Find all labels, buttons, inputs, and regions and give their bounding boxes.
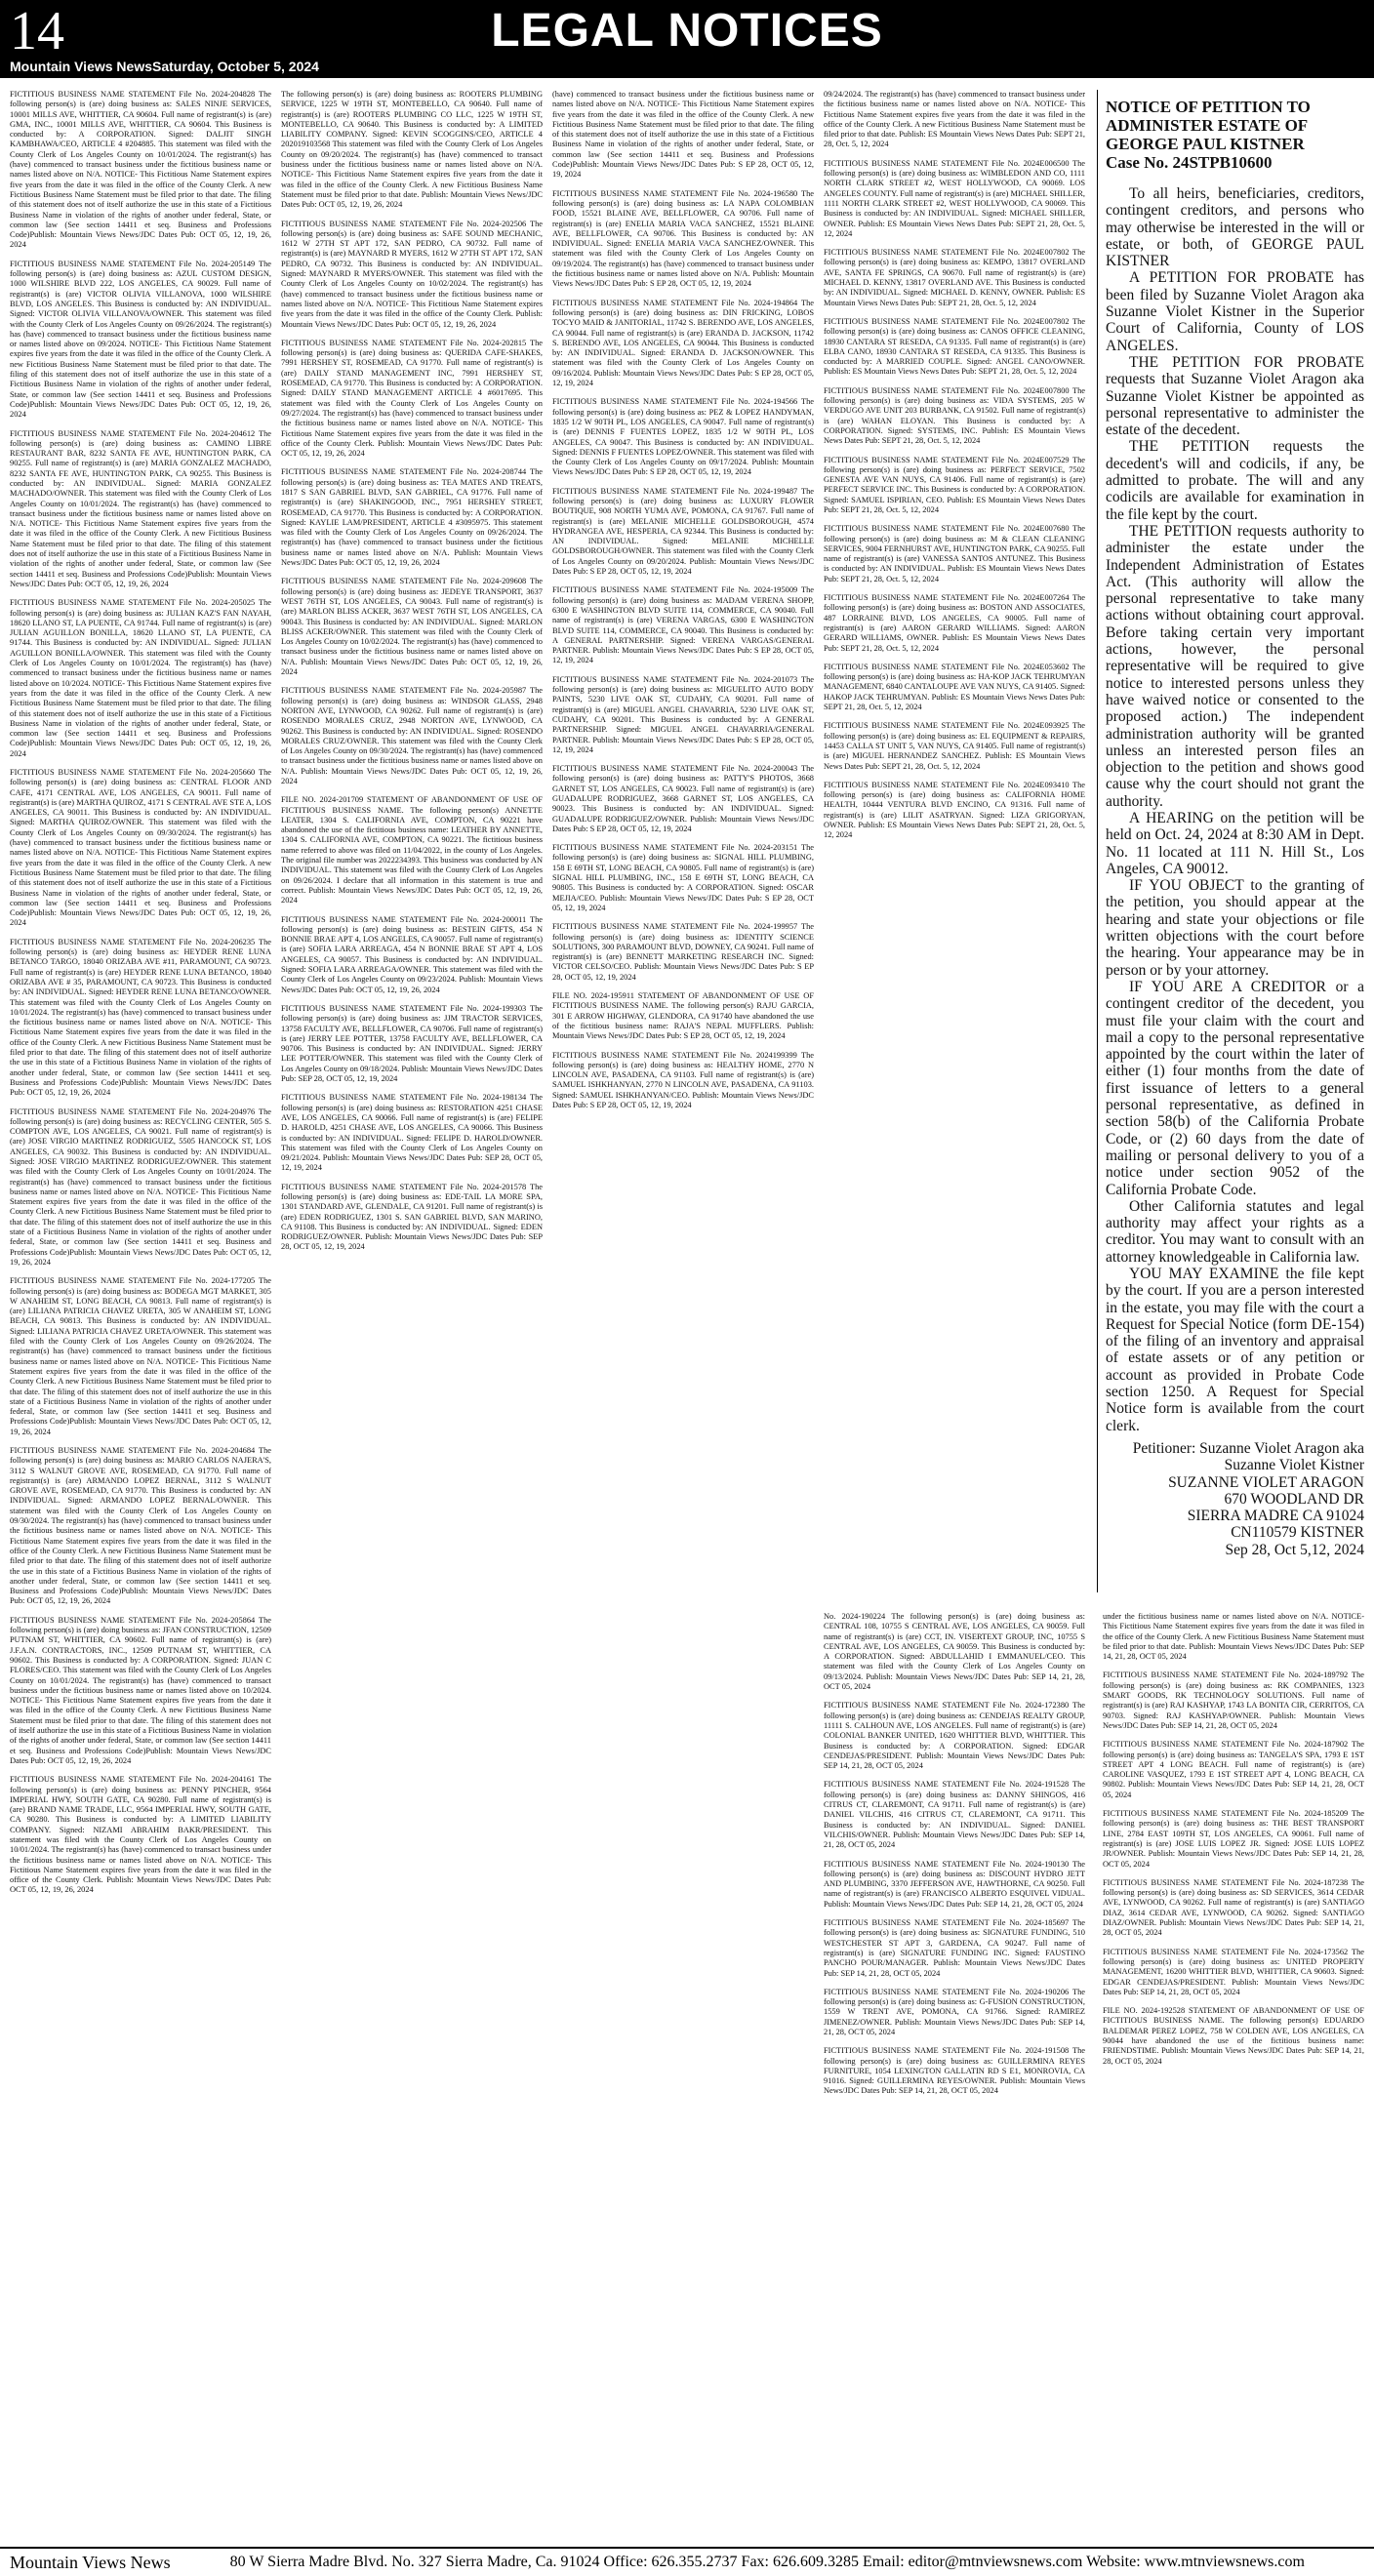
legal-notice: 09/24/2024. The registrant(s) has (have) commenced to transact business under the fictitious business name or names listed above on N/A. NOTICE- This Fictitious Name Statement expires five years from the date it was filed in the office of the County Clerk. A new Fictitious Business Name Statement must be filed prior to that date. Publish: ES Mountain Views News Dates Pub: SEPT 21, 28, Oct. 5, 12, 2024 (824, 90, 1085, 149)
notice-column-5 (824, 1612, 1085, 2537)
probate-notice (1097, 90, 1364, 1592)
notice-column-2 (281, 90, 543, 2537)
legal-notice: FICTITIOUS BUSINESS NAME STATEMENT File No. 2024-185209 The following person(s) is (are) doing business as: THE BEST TRANSPORT LINE, 2784 EAST 109TH ST, LOS ANGELES, CA 90061. Full name of registrant(s) is (are) JOSE LUIS LOPEZ JR. Signed: JOSE LUIS LOPEZ JR/OWNER. Publish: Mountain Views News/JDC Dates Pub: SEP 14, 21, 28, OCT 05, 2024 (1103, 1809, 1364, 1869)
legal-notice: FICTITIOUS BUSINESS NAME STATEMENT File No. 2024-204976 The following person(s) is (are) doing business as: RECYCLING CENTER, 505 S. COMPTON AVE, LOS ANGELES, CA 90021. Full name of registrant(s) is (are) JOSE VIRGIO MARTINEZ RODRIGUEZ, 5505 HANCOCK ST, LOS ANGELES, CA 90032. This Business is conducted by: AN INDIVIDUAL. Signed: JOSE VIRGIO MARTINEZ RODRIGUEZ/OWNER. This statement was filed with the County Clerk of Los Angeles County on 10/01/2024. The registrant(s) has (have) commenced to transact business under the fictitious business name or names listed above on N/A. NOTICE- This Fictitious Name Statement expires five years from the date it was filed in the office of the County Clerk. A new Fictitious Business Name Statement must be filed prior to that date. The filing of this statement does not of itself authorize the use in this state of a Fictitious Business Name in violation of the rights of another under federal, State, or common law (See section 14411 et seq. Business and Professions Code)Publish: Mountain Views News/JDC Dates Pub: OCT 05, 12, 19, 26, 2024 (10, 1107, 271, 1267)
probate-paragraph: Other California statutes and legal authority may affect your rights as a creditor. You may want to consult with an attorney knowledgeable in California law. (1106, 1197, 1364, 1266)
notice-columns (10, 90, 1364, 2537)
legal-notice: FICTITIOUS BUSINESS NAME STATEMENT File No. 2024-208744 The following person(s) is (are) doing business as: TEA MATES AND TREATS, 1817 S SAN GABRIEL BLVD, SAN GABRIEL, CA 91776. Full name of registrant(s) is (are) SHAKINGOOD, INC., 7951 HERSHEY STREET, ROSEMEAD, CA 91770. This Business is conducted by: A CORPORATION. Signed: KAYLIE LAM/PRESIDENT, ARTICLE 4 #3095975. This statement was filed with the County Clerk of Los Angeles County on 09/26/2024. The registrant(s) has (have) commenced to transact business under the fictitious business name or names listed above on N/A. Publish: Mountain Views News/JDC Dates Pub: OCT 05, 12, 19, 26, 2024 (281, 467, 543, 568)
legal-notice: FICTITIOUS BUSINESS NAME STATEMENT File No. 2024199399 The following person(s) is (are) doing business as: HEALTHY HOME, 2770 N LINCOLN AVE, PASADENA, CA 91103. Full name of registrant(s) is (are) SAMUEL ISHKHANYAN, 2770 N LINCOLN AVE, PASADENA, CA 91103. Signed: SAMUEL ISHKHANYAN/CEO. Publish: Mountain Views News/JDC Dates Pub: S EP 28, OCT 05, 12, 19, 2024 (552, 1050, 814, 1110)
legal-notice: FICTITIOUS BUSINESS NAME STATEMENT File No. 2024-204828 The following person(s) is (are) doing business as: SALES NINJE SERVICES, 10001 MILLS AVE, WHITTIER, CA 90604. Full name of registrant(s) is (are) GMA, INC., 10001 MILLS AVE, WHITTIER, CA 90604. This Business is conducted by: A CORPORATION. Signed: DALJIT SINGH KAMBHAWA/CEO, ARTICLE 4 #204885. This statement was filed with the County Clerk of Los Angeles County on 10/01/2024. The registrant(s) has (have) commenced to transact business under the fictitious business name or names listed above on N/A. NOTICE- This Fictitious Name Statement expires five years from the date it was filed in the office of the County Clerk. A new Fictitious Business Name Statement must be filed prior to that date. The filing of this statement does not of itself authorize the use in this state of a Fictitious Business Name in violation of the rights of another under federal, State, or common law (See section 14411 et seq. Business and Professions Code)Publish: Mountain Views News/JDC Dates Pub: OCT 05, 12, 19, 26, 2024 (10, 90, 271, 250)
legal-notice: FICTITIOUS BUSINESS NAME STATEMENT File No. 2024E007529 The following person(s) is (are) doing business as: PERFECT SERVICE, 7502 GENESTA AVE VAN NUYS, CA 91406. Full name of registrant(s) is (are) PERFECT SERVICE INC. This Business is conducted by: A CORPORATION. Signed: SAMUEL ISPIRIAN, CEO. Publish: ES Mountain Views News Dates Pub: SEPT 21, 28, Oct. 5, 12, 2024 (824, 455, 1085, 514)
page-number: 14 (10, 1, 64, 61)
masthead (0, 0, 1374, 78)
legal-notice: FICTITIOUS BUSINESS NAME STATEMENT File No. 2024-187238 The following person(s) is (are) doing business as: SD SERVICES, 3614 CEDAR AVE, LYNWOOD, CA 90262. Full name of registrant(s) is (are) SANTIAGO DIAZ, 3614 CEDAR AVE, LYNWOOD, CA 90262. Signed: SANTIAGO DIAZ/OWNER. Publish: Mountain Views News/JDC Dates Pub: SEP 14, 21, 28, OCT 05, 2024 (1103, 1877, 1364, 1938)
probate-case-number: Case No. 24STPB10600 (1106, 153, 1273, 172)
legal-notice: FICTITIOUS BUSINESS NAME STATEMENT File No. 2024-189792 The following person(s) is (are) doing business as: RK COMPANIES, 1323 SMART GOODS, RK TECHNOLOGY SOLUTIONS. Full name of registrant(s) is (are) RAJ KASHYAP, 1743 LA BONITA CIR, CERRITOS, CA 90703. Signed: RAJ KASHYAP/OWNER. Publish: Mountain Views News/JDC Dates Pub: SEP 14, 21, 28, OCT 05, 2024 (1103, 1670, 1364, 1730)
legal-notice: FICTITIOUS BUSINESS NAME STATEMENT File No. 2024-199957 The following person(s) is (are) doing business as: IDENTITY SCIENCE SOLUTIONS, 300 PARAMOUNT BLVD, DOWNEY, CA 90241. Full name of registrant(s) is (are) BENNETT MARKETING RESEARCH INC. Signed: VICTOR CELSO/CEO. Publish: Mountain Views News/JDC Dates Pub: S EP 28, OCT 05, 12, 19, 2024 (552, 922, 814, 982)
legal-notice: FICTITIOUS BUSINESS NAME STATEMENT File No. 2024E007802 The following person(s) is (are) doing business as: CANOS OFFICE CLEANING, 18930 CANTARA ST RESEDA, CA 91335. Full name of registrant(s) is (are) ELBA CANO, 18930 CANTARA ST RESEDA, CA 91335. This Business is conducted by: A MARRIED COUPLE. Signed: ANGEL CANO/OWNER. Publish: ES Mountain Views News Dates Pub: SEPT 21, 28, Oct. 5, 12, 2024 (824, 316, 1085, 377)
legal-notice: FICTITIOUS BUSINESS NAME STATEMENT File No. 2024-201073 The following person(s) is (are) doing business as: MIGUELITO AUTO BODY PAINTS, 5230 LIVE OAK ST, CUDAHY, CA 90201. Full name of registrant(s) is (are) MIGUEL ANGEL CHAVARRIA, 5230 LIVE OAK ST, CUDAHY, CA 90201. This Business is conducted by: A GENERAL PARTNERSHIP. Signed: MIGUEL ANGEL CHAVARRIA/GENERAL PARTNER. Publish: Mountain Views News/JDC Dates Pub: S EP 28, OCT 05, 12, 19, 2024 (552, 674, 814, 754)
legal-notice: FICTITIOUS BUSINESS NAME STATEMENT File No. 2024-205987 The following person(s) is (are) doing business as: WINDSOR GLASS, 2948 NORTON AVE, LYNWOOD, CA 90262. Full name of registrant(s) is (are) ROSENDO MORALES CRUZ, 2948 NORTON AVE, LYNWOOD, CA 90262. This Business is conducted by: AN INDIVIDUAL. Signed: ROSENDO MORALES CRUZ/OWNER. This statement was filed with the County Clerk of Los Angeles County on 09/30/2024. The registrant(s) has (have) commenced to transact business under the fictitious business name or names listed above on N/A. Publish: Mountain Views News/JDC Dates Pub: OCT 05, 12, 19, 26, 2024 (281, 686, 543, 785)
legal-notice: No. 2024-190224 The following person(s) is (are) doing business as: CENTRAL 108, 10755 S CENTRAL AVE, LOS ANGELES, CA 90059. Full name of registrant(s) is (are) CCT, IN. VISERTEXT GROUP, INC, 10755 S CENTRAL AVE, LOS ANGELES, CA 90059. This Business is conducted by: A CORPORATION. Signed: ABDULLAHID I EMMANUEL/CEO. This statement was filed with the County Clerk of Los Angeles County on 09/13/2024. Publish: Mountain Views News/JDC Dates Pub: SEP 14, 21, 28, OCT 05, 2024 (824, 1612, 1085, 1692)
paper-date-line: Mountain Views NewsSaturday, October 5, 2024 (10, 59, 319, 74)
probate-notice-title: NOTICE OF PETITION TO ADMINISTER ESTATE OF (1106, 98, 1311, 135)
legal-notice: FICTITIOUS BUSINESS NAME STATEMENT File No. 2024-204612 The following person(s) is (are) doing business as: CAMINO LIBRE RESTAURANT BAR, 8232 SANTA FE AVE, HUNTINGTON PARK, CA 90255. Full name of registrant(s) is (are) MARIA GONZALEZ MACHADO, 8232 SANTA FE AVE, HUNTINGTON PARK, CA 90255. This Business is conducted by: AN INDIVIDUAL. Signed: MARIA GONZALEZ MACHADO/OWNER. This statement was filed with the County Clerk of Los Angeles County on 10/01/2024. The registrant(s) has (have) commenced to transact business under the fictitious business name or names listed above on N/A. NOTICE- This Fictitious Name Statement expires five years from the date it was filed in the office of the County Clerk. A new Fictitious Business Name Statement must be filed prior to that date. The filing of this statement does not of itself authorize the use in this state of a Fictitious Business Name in violation of the rights of another under federal, State, or common law (See section 14411 et seq. Business and Professions Code)Publish: Mountain Views News/JDC Dates Pub: OCT 05, 12, 19, 26, 2024 (10, 428, 271, 588)
legal-notice: FICTITIOUS BUSINESS NAME STATEMENT File No. 2024E007802 The following person(s) is (are) doing business as: KEMPO, 13817 OVERLAND AVE, SANTA FE SPRINGS, CA 90670. Full name of registrant(s) is (are) MICHAEL D. KENNY, 13817 OVERLAND AVE. This Business is conducted by: AN INDIVIDUAL. Signed: MICHAEL D. KENNY, OWNER. Publish: ES Mountain Views News Dates Pub: SEPT 21, 28, Oct. 5, 12, 2024 (824, 248, 1085, 307)
legal-notice: FICTITIOUS BUSINESS NAME STATEMENT File No. 2024-209608 The following person(s) is (are) doing business as: JEDEYE TRANSPORT, 3637 WEST 76TH ST, LOS ANGELES, CA 90043. Full name of registrant(s) is (are) MARLON BLISS ACKER, 3637 WEST 76TH ST, LOS ANGELES, CA 90043. This Business is conducted by: AN INDIVIDUAL. Signed: MARLON BLISS ACKER/OWNER. This statement was filed with the County Clerk of Los Angeles County on 10/02/2024. The registrant(s) has (have) commenced to transact business under the fictitious business name or names listed above on N/A. Publish: Mountain Views News/JDC Dates Pub: OCT 05, 12, 19, 26, 2024 (281, 577, 543, 677)
petitioner-block (1106, 1440, 1364, 1558)
legal-notice: FICTITIOUS BUSINESS NAME STATEMENT File No. 2024-187902 The following person(s) is (are) doing business as: TANGELA'S SPA, 1793 E 1ST STREET APT 4 LONG BEACH. Full name of registrant(s) is (are) CAROLINE VASQUEZ, 1793 E 1ST STREET APT 4, LONG BEACH, CA 90802. Publish: Mountain Views News/JDC Dates Pub: SEP 14, 21, 28, OCT 05, 2024 (1103, 1740, 1364, 1799)
legal-notice: FICTITIOUS BUSINESS NAME STATEMENT File No. 2024-199487 The following person(s) is (are) doing business as: LUXURY FLOWER BOUTIQUE, 908 NORTH YUMA AVE, POMONA, CA 91767. Full name of registrant(s) is (are) MELANIE MICHELLE GOLDSBOROUGH, 4574 HYDRANGEA AVE, HESPERIA, CA 92344. This Business is conducted by: AN INDIVIDUAL. Signed: MELANIE MICHELLE GOLDSBOROUGH/OWNER. This statement was filed with the County Clerk of Los Angeles County on 09/20/2024. Publish: Mountain Views News/JDC Dates Pub: S EP 28, OCT 05, 12, 19, 2024 (552, 486, 814, 577)
notice-column-1 (10, 90, 271, 2537)
legal-notice: FICTITIOUS BUSINESS NAME STATEMENT File No. 2024-204161 The following person(s) is (are) doing business as: PENNY PINCHER, 9564 IMPERIAL HWY, SOUTH GATE, CA 90280. Full name of registrant(s) is (are) BRAND NAME TRADE, LLC, 9564 IMPERIAL HWY, SOUTH GATE, CA 90280. This Business is conducted by: A LIMITED LIABILITY COMPANY. Signed: NIZAMI ABRAHIM BAKR/PRESIDENT. This statement was filed with the County Clerk of Los Angeles County on 10/01/2024. The registrant(s) has (have) commenced to transact business under the fictitious business name or names listed above on N/A. NOTICE- This Fictitious Name Statement expires five years from the date it was filed in the office of the County Clerk. Publish: Mountain Views News/JDC Dates Pub: OCT 05, 12, 19, 26, 2024 (10, 1775, 271, 1895)
legal-notice: (have) commenced to transact business under the fictitious business name or names listed above on N/A. NOTICE- This Fictitious Name Statement expires five years from the date it was filed in the office of the County Clerk. A new Fictitious Business Name Statement must be filed prior to that date. The filing of this statement does not of itself authorize the use in this state of a Fictitious Business Name in violation of the rights of another under federal, State, or common law (See section 14411 et seq. Business and Professions Code)Publish: Mountain Views News/JDC Dates Pub: S EP 28, OCT 05, 12, 19, 2024 (552, 90, 814, 180)
notice-column-3 (552, 90, 814, 2537)
legal-notice: FILE NO. 2024-195911 STATEMENT OF ABANDONMENT OF USE OF FICTITIOUS BUSINESS NAME. The following person(s) RAJU GARCIA, 301 E ARROW HIGHWAY, GLENDORA, CA 91740 have abandoned the use of the fictitious business name: RAJA'S NEPAL MUFFLERS. Publish: Mountain Views News/JDC Dates Pub: S EP 28, OCT 05, 12, 19, 2024 (552, 991, 814, 1041)
probate-paragraph: IF YOU OBJECT to the granting of the petition, you should appear at the hearing and state your objections or file written objections with the court before the hearing. Your appearance may be in person or by your attorney. (1106, 877, 1364, 979)
footer-contact-line: 80 W Sierra Madre Blvd. No. 327 Sierra Madre, Ca. 91024 Office: 626.355.2737 Fax: 626.609.3285 Email: editor@mtnviewsnews.com Website: www.mtnviewsnews.com (229, 2554, 1305, 2570)
legal-notice: FICTITIOUS BUSINESS NAME STATEMENT File No. 2024E007264 The following person(s) is (are) doing business as: BOSTON AND ASSOCIATES, 487 LORRAINE BLVD, LOS ANGELES, CA 90005. Full name of registrant(s) is (are) AARON GERARD WILLIAMS. Signed: AARON GERARD WILLIAMS, OWNER. Publish: ES Mountain Views News Dates Pub: SEPT 21, 28, Oct. 5, 12, 2024 (824, 593, 1085, 653)
probate-paragraph: To all heirs, beneficiaries, creditors, contingent creditors, and persons who may otherwise be interested in the will or estate, or both, of GEORGE PAUL KISTNER (1106, 185, 1364, 270)
footer-paper-name: Mountain Views News (10, 2552, 171, 2572)
petitioner-line: Sep 28, Oct 5,12, 2024 (1225, 1541, 1364, 1558)
petitioner-line: 670 WOODLAND DR (1224, 1490, 1364, 1508)
legal-notice: FICTITIOUS BUSINESS NAME STATEMENT File No. 2024-190130 The following person(s) is (are) doing business as: DISCOUNT HYDRO JETT AND PLUMBING, 3370 JEFFERSON AVE, HAWTHORNE, CA 90250. Full name of registrant(s) is (are) FRANCISCO ALBERTO ESQUIVEL VIDUAL. Publish: Mountain Views News/JDC Dates Pub: SEP 14, 21, 28, OCT 05, 2024 (824, 1859, 1085, 1909)
legal-notice: under the fictitious business name or names listed above on N/A. NOTICE- This Fictitious Name Statement expires five years from the date it was filed in the office of the County Clerk. A new Fictitious Business Name Statement must be filed prior to that date. Publish: Mountain Views News/JDC Dates Pub: SEP 14, 21, 28, OCT 05, 2024 (1103, 1612, 1364, 1662)
probate-paragraph: A PETITION FOR PROBATE has been filed by Suzanne Violet Aragon aka Suzanne Violet Kistner in the Superior Court of California, County of LOS ANGELES. (1106, 269, 1364, 354)
probate-paragraph: THE PETITION requests the decedent's will and codicils, if any, be admitted to probate. The will and any codicils are available for examination in the file kept by the court. (1106, 438, 1364, 523)
legal-notice: FICTITIOUS BUSINESS NAME STATEMENT File No. 2024-200011 The following person(s) is (are) doing business as: BESTEIN GIFTS, 454 N BONNIE BRAE APT 4, LOS ANGELES, CA 90057. Full name of registrant(s) is (are) SOFIA LARA ARREAGA, 454 N BONNIE BRAE ST APT 4, LOS ANGELES, CA 90057. This Business is conducted by: AN INDIVIDUAL. Signed: SOFIA LARA ARREAGA/OWNER. This statement was filed with the County Clerk of Los Angeles County on 09/23/2024. Publish: Mountain Views News/JDC Dates Pub: OCT 05, 12, 19, 26, 2024 (281, 914, 543, 994)
legal-notice: FICTITIOUS BUSINESS NAME STATEMENT File No. 2024-203151 The following person(s) is (are) doing business as: SIGNAL HILL PLUMBING, 158 E 69TH ST, LONG BEACH, CA 90805. Full name of registrant(s) is (are) SIGNAL HILL PLUMBING, INC., 158 E 69TH ST, LONG BEACH, CA 90805. This Business is conducted by: A CORPORATION. Signed: OSCAR MEJIA/CEO. Publish: Mountain Views News/JDC Dates Pub: S EP 28, OCT 05, 12, 19, 2024 (552, 843, 814, 912)
legal-notice: FICTITIOUS BUSINESS NAME STATEMENT File No. 2024E007680 The following person(s) is (are) doing business as: M & CLEAN CLEANING SERVICES, 9004 FERNHURST AVE, HUNTINGTON PARK, CA 90255. Full name of registrant(s) is (are) VANESSA SANTOS ANTUNEZ. This Business is conducted by: AN INDIVIDUAL. Publish: ES Mountain Views News Dates Pub: SEPT 21, 28, Oct. 5, 12, 2024 (824, 524, 1085, 584)
legal-notice: FICTITIOUS BUSINESS NAME STATEMENT File No. 2024-190206 The following person(s) is (are) doing business as: G-FUSION CONSTRUCTION, 1559 W TRENT AVE, POMONA, CA 91766. Signed: RAMIREZ JIMENEZ/OWNER. Publish: Mountain Views News/JDC Dates Pub: SEP 14, 21, 28, OCT 05, 2024 (824, 1987, 1085, 2036)
legal-notice: FICTITIOUS BUSINESS NAME STATEMENT File No. 2024-200043 The following person(s) is (are) doing business as: PATTY'S PHOTOS, 3668 GARNET ST, LOS ANGELES, CA 90023. Full name of registrant(s) is (are) GUADALUPE RODRIGUEZ, 3668 GARNET ST, LOS ANGELES, CA 90023. This Business is conducted by: AN INDIVIDUAL. Signed: GUADALUPE RODRIGUEZ/OWNER. Publish: Mountain Views News/JDC Dates Pub: S EP 28, OCT 05, 12, 19, 2024 (552, 764, 814, 833)
legal-notice: FICTITIOUS BUSINESS NAME STATEMENT File No. 2024E093410 The following person(s) is (are) doing business as: CALIFORNIA HOME HEALTH, 10444 VENTURA BLVD ENCINO, CA 91316. Full name of registrant(s) is (are) LILIT ASATRYAN. Signed: LIZA GRIGORYAN, OWNER. Publish: ES Mountain Views News Dates Pub: SEPT 21, 28, Oct. 5, 12, 2024 (824, 780, 1085, 840)
legal-notice: FICTITIOUS BUSINESS NAME STATEMENT File No. 2024-191508 The following person(s) is (are) doing business as: GUILLERMINA REYES FURNITURE, 1054 LEXINGTON GALLATIN RD S E1, MONROVIA, CA 91016. Signed: GUILLERMINA REYES/OWNER. Publish: Mountain Views News/JDC Dates Pub: SEP 14, 21, 28, OCT 05, 2024 (824, 2046, 1085, 2096)
legal-notice: FICTITIOUS BUSINESS NAME STATEMENT File No. 2024-194566 The following person(s) is (are) doing business as: PEZ & LOPEZ HANDYMAN, 1835 1/2 W 90TH PL, LOS ANGELES, CA 90047. Full name of registrant(s) is (are) DENNIS F FUENTES LOPEZ, 1835 1/2 W 90TH PL, LOS ANGELES, CA 90047. This Business is conducted by: AN INDIVIDUAL. Signed: DENNIS F FUENTES LOPEZ/OWNER. This statement was filed with the County Clerk of Los Angeles County on 09/17/2024. Publish: Mountain Views News/JDC Dates Pub: S EP 28, OCT 05, 12, 19, 2024 (552, 397, 814, 477)
petitioner-line: SIERRA MADRE CA 91024 (1187, 1508, 1364, 1525)
legal-notice: The following person(s) is (are) doing business as: ROOTERS PLUMBING SERVICE, 1225 W 19TH ST, MONTEBELLO, CA 90640. Full name of registrant(s) is (are) ROOTERS PLUMBING CO LLC, 1225 W 19TH ST, MONTEBELLO, CA 90640. This Business is conducted by: A LIMITED LIABILITY COMPANY. Signed: KEVIN SCOGGINS/CEO, ARTICLE 4 202019103568 This statement was filed with the County Clerk of Los Angeles County on 09/20/2024. The registrant(s) has (have) commenced to transact business under the fictitious business name or names listed above on N/A. NOTICE- This Fictitious Name Statement expires five years from the date it was filed in the office of the County Clerk. A new Fictitious Business Name Statement must be filed prior to that date. Publish: Mountain Views News/JDC Dates Pub: OCT 05, 12, 19, 26, 2024 (281, 90, 543, 210)
notice-column-6 (1103, 1612, 1364, 2537)
legal-notice: FICTITIOUS BUSINESS NAME STATEMENT File No. 2024-173562 The following person(s) is (are) doing business as: UNITED PROPERTY MANAGEMENT, 16200 WHITTIER BLVD, WHITTIER, CA 90603. Signed: EDGAR CENDEJAS/PRESIDENT. Publish: Mountain Views News/JDC Dates Pub: SEP 14, 21, 28, OCT 05, 2024 (1103, 1947, 1364, 1996)
legal-notice: FICTITIOUS BUSINESS NAME STATEMENT File No. 2024-205864 The following person(s) is (are) doing business as: JFAN CONSTRUCTION, 12509 PUTNAM ST, WHITTIER, CA 90602. Full name of registrant(s) is (are) J.F.A.N. CONTRACTORS, INC., 12509 PUTNAM ST, WHITTIER, CA 90602. This Business is conducted by: A CORPORATION. Signed: JUAN C FLORES/CEO. This statement was filed with the County Clerk of Los Angeles County on 10/01/2024. The registrant(s) has (have) commenced to transact business under the fictitious business name or names listed above on 10/2024. NOTICE- This Fictitious Name Statement expires five years from the date it was filed in the office of the County Clerk. A new Fictitious Business Name Statement must be filed prior to that date. The filing of this statement does not of itself authorize the use in this state of a Fictitious Business Name in violation of the rights of another under federal, State, or common law (See section 14411 et seq. Business and Professions Code)Publish: Mountain Views News/JDC Dates Pub: OCT 05, 12, 19, 26, 2024 (10, 1615, 271, 1765)
legal-notice: FICTITIOUS BUSINESS NAME STATEMENT File No. 2024E093925 The following person(s) is (are) doing business as: EL EQUIPMENT & REPAIRS, 14453 CALLA ST UNIT 5, VAN NUYS, CA 91405. Full name of registrant(s) is (are) MIGUEL HERNANDEZ SANCHEZ. Publish: ES Mountain Views News Dates Pub: SEPT 21, 28, Oct. 5, 12, 2024 (824, 721, 1085, 771)
petitioner-line: SUZANNE VIOLET ARAGON (1168, 1473, 1364, 1491)
legal-notice: FICTITIOUS BUSINESS NAME STATEMENT File No. 2024-172380 The following person(s) is (are) doing business as: CENDEJAS REALTY GROUP, 11111 S. CALHOUN AVE, LOS ANGELES. Full name of registrant(s) is (are) COLONIAL BANKER UNITED, 1620 WHITTIER BLVD, WHITTIER. This Business is conducted by: A CORPORATION. Signed: EDGAR CENDEJAS/PRESIDENT. Publish: Mountain Views News/JDC Dates Pub: SEP 14, 21, 28, OCT 05, 2024 (824, 1701, 1085, 1771)
legal-notice: FICTITIOUS BUSINESS NAME STATEMENT File No. 2024-206235 The following person(s) is (are) doing business as: HEYDER RENE LUNA BETANCO TARGO, 18040 ORIZABA AVE #11, PARAMOUNT, CA 90723. Full name of registrant(s) is (are) HEYDER RENE LUNA BETANCO, 18040 ORIZABA AVE # 35, PARAMOUNT, CA 90723. This Business is conducted by: AN INDIVIDUAL. Signed: HEYDER RENE LUNA BETANCO/OWNER. This statement was filed with the County Clerk of Los Angeles County on 10/01/2024. The registrant(s) has (have) commenced to transact business under the fictitious business name or names listed above on N/A. NOTICE- This Fictitious Name Statement expires five years from the date it was filed in the office of the County Clerk. A new Fictitious Business Name Statement must be filed prior to that date. The filing of this statement does not of itself authorize the use in this state of a Fictitious Business Name in violation of the rights of another under federal, State, or common law (See section 14411 et seq. Business and Professions Code)Publish: Mountain Views News/JDC Dates Pub: OCT 05, 12, 19, 26, 2024 (10, 937, 271, 1098)
legal-notice: FICTITIOUS BUSINESS NAME STATEMENT File No. 2024-177205 The following person(s) is (are) doing business as: BODEGA MGT MARKET, 305 W ANAHEIM ST, LONG BEACH, CA 90813. Full name of registrant(s) is (are) LILIANA PATRICIA CHAVEZ URETA, 305 W ANAHEIM ST, LONG BEACH, CA 90813. This Business is conducted by: AN INDIVIDUAL. Signed: LILIANA PATRICIA CHAVEZ URETA/OWNER. This statement was filed with the County Clerk of Los Angeles County on 09/26/2024. The registrant(s) has (have) commenced to transact business under the fictitious business name or names listed above on N/A. NOTICE- This Fictitious Name Statement expires five years from the date it was filed in the office of the County Clerk. A new Fictitious Business Name Statement must be filed prior to that date. The filing of this statement does not of itself authorize the use in this state of a Fictitious Business Name in violation of the rights of another under federal, State, or common law (See section 14411 et seq. Business and Professions Code)Publish: Mountain Views News/JDC Dates Pub: OCT 05, 12, 19, 26, 2024 (10, 1276, 271, 1436)
probate-paragraph: THE PETITION requests authority to administer the estate under the Independent Administration of Estates Act. (This authority will allow the personal representative to take many actions without obtaining court approval. Before taking certain very important actions, however, the personal representative will be required to give notice to interested persons unless they have waived notice or consented to the proposed action.) The independent administration authority will be granted unless an interested person files an objection to the petition and shows good cause why the court should not grant the authority. (1106, 522, 1364, 810)
legal-notice: FICTITIOUS BUSINESS NAME STATEMENT File No. 2024-191528 The following person(s) is (are) doing business as: DANNY SHINGOS, 416 CITRUS CT, CLAREMONT, CA 91711. Full name of registrant(s) is (are) DANIEL VILCHIS, 416 CITRUS CT, CLAREMONT, CA 91711. This Business is conducted by: AN INDIVIDUAL. Signed: DANIEL VILCHIS/OWNER. Publish: Mountain Views News/JDC Dates Pub: SEP 14, 21, 28, OCT 05, 2024 (824, 1780, 1085, 1850)
legal-notice: FICTITIOUS BUSINESS NAME STATEMENT File No. 2024-205660 The following person(s) is (are) doing business as: CENTRAL FLOOR AND CAFE, 4171 CENTRAL AVE, LOS ANGELES, CA 90011. Full name of registrant(s) is (are) MARTHA QUIROZ, 4171 S CENTRAL AVE STE A, LOS ANGELES, CA 90011. This Business is conducted by: AN INDIVIDUAL. Signed: MARTHA QUIROZ/OWNER. This statement was filed with the County Clerk of Los Angeles County on 09/30/2024. The registrant(s) has (have) commenced to transact business under the fictitious business name or names listed above on N/A. NOTICE- This Fictitious Name Statement expires five years from the date it was filed in the office of the County Clerk. A new Fictitious Business Name Statement must be filed prior to that date. The filing of this statement does not of itself authorize the use in this state of a Fictitious Business Name in violation of the rights of another under federal, State, or common law (See section 14411 et seq. Business and Professions Code)Publish: Mountain Views News/JDC Dates Pub: OCT 05, 12, 19, 26, 2024 (10, 768, 271, 928)
legal-notice: FICTITIOUS BUSINESS NAME STATEMENT File No. 2024-195009 The following person(s) is (are) doing business as: MADAM VERENA SHOPP, 6300 E WASHINGTON BLVD SUITE 114, COMMERCE, CA 90040. Full name of registrant(s) is (are) VERENA VARGAS, 6300 E WASHINGTON BLVD SUITE 114, COMMERCE, CA 90040. This Business is conducted by: A GENERAL PARTNERSHIP. Signed: VERENA VARGAS/GENERAL PARTNER. Publish: Mountain Views News/JDC Dates Pub: S EP 28, OCT 05, 12, 19, 2024 (552, 585, 814, 665)
probate-paragraph: YOU MAY EXAMINE the file kept by the court. If you are a person interested in the estate, you may file with the court a Request for Special Notice (form DE-154) of the filing of an inventory and appraisal of estate assets or of any petition or account as provided in Probate Code section 1250. A Request for Special Notice form is available from the court clerk. (1106, 1266, 1364, 1434)
probate-paragraph: THE PETITION FOR PROBATE requests that Suzanne Violet Aragon aka Suzanne Violet Kistner be appointed as personal representative to administer the estate of the decedent. (1106, 353, 1364, 439)
legal-notice: FILE NO. 2024-201709 STATEMENT OF ABANDONMENT OF USE OF FICTITIOUS BUSINESS NAME. The following person(s) ANNETTE LEATER, 1304 S. CALIFORNIA AVE, COMPTON, CA 90221 have abandoned the use of the fictitious business name: LEATHER BY ANNETTE, 1304 S. CALIFORNIA AVE, COMPTON, CA 90221. The fictitious business name referred to above was filed on 11/04/2022, in the county of Los Angeles. The original file number was 2022234393. This business was conducted by AN INDIVIDUAL. This statement was filed with the County Clerk of Los Angeles on 09/26/2024. I declare that all information in this statement is true and correct. Publish: Mountain Views News/JDC Dates Pub: OCT 05, 12, 19, 26, 2024 (281, 795, 543, 906)
legal-notice: FICTITIOUS BUSINESS NAME STATEMENT File No. 2024-202506 The following person(s) is (are) doing business as: SAFE SOUND MECHANIC, 1612 W 27TH ST APT 172, SAN PEDRO, CA 90732. Full name of registrant(s) is (are) MAYNARD R MYERS, 1612 W 27TH ST APT 172, SAN PEDRO, CA 90732. This Business is conducted by: AN INDIVIDUAL. Signed: MAYNARD R MYERS/OWNER. This statement was filed with the County Clerk of Los Angeles County on 10/02/2024. The registrant(s) has (have) commenced to transact business under the fictitious business name or names listed above on N/A. NOTICE- This Fictitious Name Statement expires five years from the date it was filed in the office of the County Clerk. Publish: Mountain Views News/JDC Dates Pub: OCT 05, 12, 19, 26, 2024 (281, 219, 543, 329)
legal-notice: FICTITIOUS BUSINESS NAME STATEMENT File No. 2024-205025 The following person(s) is (are) doing business as: JULIAN KAZ'S FAN NAYAH, 18620 LLANO ST, LA PUENTE, CA 91744. Full name of registrant(s) is (are) JULIAN AGUILLON BONILLA, 18620 LLANO ST, LA PUENTE, CA 91744. This Business is conducted by: AN INDIVIDUAL. Signed: JULIAN AGUILLON BONILLA/OWNER. This statement was filed with the County Clerk of Los Angeles County on 10/01/2024. The registrant(s) has (have) commenced to transact business under the fictitious business name or names listed above on 10/2024. NOTICE- This Fictitious Name Statement expires five years from the date it was filed in the office of the County Clerk. A new Fictitious Business Name Statement must be filed prior to that date. The filing of this statement does not of itself authorize the use in this state of a Fictitious Business Name in violation of the rights of another under federal, State, or common law (See section 14411 et seq. Business and Professions Code)Publish: Mountain Views News/JDC Dates Pub: OCT 05, 12, 19, 26, 2024 (10, 598, 271, 758)
probate-paragraph: IF YOU ARE A CREDITOR or a contingent creditor of the decedent, you must file your claim with the court and mail a copy to the personal representative appointed by the court within the later of either (1) four months from the date of first issuance of letters to a general personal representative, as defined in section 58(b) of the California Probate Code, or (2) 60 days from the date of mailing or personal delivery to you of a notice under section 9052 of the California Probate Code. (1106, 978, 1364, 1198)
legal-notice: FILE NO. 2024-192528 STATEMENT OF ABANDONMENT OF USE OF FICTITIOUS BUSINESS NAME. The following person(s) EDUARDO BALDEMAR PEREZ LOPEZ, 758 W COLDEN AVE, LOS ANGELES, CA 90044 have abandoned the use of the fictitious business name: FRIENDSTIME. Publish: Mountain Views News/JDC Dates Pub: SEP 14, 21, 28, OCT 05, 2024 (1103, 2006, 1364, 2066)
legal-notice: FICTITIOUS BUSINESS NAME STATEMENT File No. 2024-196580 The following person(s) is (are) doing business as: LA NAPA COLOMBIAN FOOD, 15521 BLAINE AVE, BELLFLOWER, CA 90706. Full name of registrant(s) is (are) ENELIA MARIA VACA SANCHEZ, 15521 BLAINE AVE, BELLFLOWER, CA 90706. This Business is conducted by: AN INDIVIDUAL. Signed: ENELIA MARIA VACA SANCHEZ/OWNER. This statement was filed with the County Clerk of Los Angeles County on 09/19/2024. The registrant(s) has (have) commenced to transact business under the fictitious business name or names listed above on N/A. Publish: Mountain Views News/JDC Dates Pub: S EP 28, OCT 05, 12, 19, 2024 (552, 188, 814, 289)
petitioner-line: Petitioner: Suzanne Violet Aragon aka Suzanne Violet Kistner (1132, 1439, 1364, 1474)
legal-notice: FICTITIOUS BUSINESS NAME STATEMENT File No. 2024E053602 The following person(s) is (are) doing business as: HA-KOP JACK TEHRUMYAN MANAGEMENT, 6840 CANTALOUPE AVE VAN NUYS, CA 91405. Signed: HAKOP JACK TEHRUMYAN. Publish: ES Mountain Views News Dates Pub: SEPT 21, 28, Oct. 5, 12, 2024 (824, 662, 1085, 712)
legal-notice: FICTITIOUS BUSINESS NAME STATEMENT File No. 2024-185697 The following person(s) is (are) doing business as: SIGNATURE FUNDING, 510 WESTCHESTER ST APT 3, GARDENA, CA 90247. Full name of registrant(s) is (are) SIGNATURE FUNDING INC. Signed: FAUSTINO PANCHO POUR/MANAGER. Publish: Mountain Views News/JDC Dates Pub: SEP 14, 21, 28, OCT 05, 2024 (824, 1918, 1085, 1978)
probate-notice-subject: GEORGE PAUL KISTNER (1106, 135, 1305, 153)
legal-notice: FICTITIOUS BUSINESS NAME STATEMENT File No. 2024-205149 The following person(s) is (are) doing business as: AZUL CUSTOM DESIGN, 1000 WILSHIRE BLVD 222, LOS ANGELES, CA 90029. Full name of registrant(s) is (are) VICTOR OLIVIA VILLANOVA, 1000 WILSHIRE BLVD, LOS ANGELES. This Business is conducted by: AN INDIVIDUAL. Signed: VICTOR OLIVIA VILLANOVA/OWNER. This statement was filed with the County Clerk of Los Angeles County on 09/26/2024. The registrant(s) has (have) commenced to transact business under the fictitious business name or names listed above on 09/2024. NOTICE- This Fictitious Name Statement expires five years from the date it was filed in the office of the County Clerk. A new Fictitious Business Name Statement must be filed prior to that date. The filing of this statement does not of itself authorize the use in this state of a Fictitious Business Name in violation of the rights of another under federal, State, or common law (See section 14411 et seq. Business and Professions Code)Publish: Mountain Views News/JDC Dates Pub: OCT 05, 12, 19, 26, 2024 (10, 259, 271, 420)
legal-notice: FICTITIOUS BUSINESS NAME STATEMENT File No. 2024-198134 The following person(s) is (are) doing business as: RESTORATION 4251 CHASE AVE, LOS ANGELES, CA 90066. Full name of registrant(s) is (are) FELIPE D. HAROLD, 4251 CHASE AVE, LOS ANGELES, CA 90066. This Business is conducted by: AN INDIVIDUAL. Signed: FELIPE D. HAROLD/OWNER. This statement was filed with the County Clerk of Los Angeles County on 09/21/2024. Publish: Mountain Views News/JDC Dates Pub: SEP 28, OCT 05, 12, 19, 2024 (281, 1093, 543, 1173)
petitioner-line: CN110579 KISTNER (1231, 1524, 1364, 1542)
legal-notice: FICTITIOUS BUSINESS NAME STATEMENT File No. 2024-194864 The following person(s) is (are) doing business as: DIN FRICKING, LOBOS TOCYO MAID & JANITORIAL, 11742 S. BERENDO AVE, LOS ANGELES, CA 90044. Full name of registrant(s) is (are) ERANDA D. JACKSON, 11742 S. BERENDO AVE, LOS ANGELES, CA 90044. This Business is conducted by: AN INDIVIDUAL. Signed: ERANDA D. JACKSON/OWNER. This statement was filed with the County Clerk of Los Angeles County on 09/16/2024. Publish: Mountain Views News/JDC Dates Pub: S EP 28, OCT 05, 12, 19, 2024 (552, 298, 814, 388)
section-title: LEGAL NOTICES (491, 5, 883, 57)
legal-notice: FICTITIOUS BUSINESS NAME STATEMENT File No. 2024-202815 The following person(s) is (are) doing business as: QUERIDA CAFE-SHAKES, 7991 HERSHEY ST, ROSEMEAD, CA 91770. Full name of registrant(s) is (are) DAILY STAND MANAGEMENT INC, 7991 HERSHEY ST, ROSEMEAD, CA 91770. This Business is conducted by: A CORPORATION. Signed: DAILY STAND MANAGEMENT ARTICLE 4 #6017695. This statement was filed with the County Clerk of Los Angeles County on 09/27/2024. The registrant(s) has (have) commenced to transact business under the fictitious business name or names listed above on N/A. NOTICE- This Fictitious Name Statement expires five years from the date it was filed in the office of the County Clerk. Publish: Mountain Views News/JDC Dates Pub: OCT 05, 12, 19, 26, 2024 (281, 338, 543, 459)
legal-notice: FICTITIOUS BUSINESS NAME STATEMENT File No. 2024-199303 The following person(s) is (are) doing business as: JJM TRACTOR SERVICES, 13758 FACULTY AVE, BELLFLOWER, CA 90706. Full name of registrant(s) is (are) JERRY LEE POTTER, 13758 FACULTY AVE, BELLFLOWER, CA 90706. This Business is conducted by: AN INDIVIDUAL. Signed: JERRY LEE POTTER/OWNER. This statement was filed with the County Clerk of Los Angeles County on 09/18/2024. Publish: Mountain Views News/JDC Dates Pub: SEP 28, OCT 05, 12, 19, 2024 (281, 1003, 543, 1084)
page-footer (0, 2547, 1374, 2576)
legal-notice: FICTITIOUS BUSINESS NAME STATEMENT File No. 2024-204684 The following person(s) is (are) doing business as: MARIO CARLOS NAJERA'S, 3112 S WALNUT GROVE AVE, ROSEMEAD, CA 91770. Full name of registrant(s) is (are) ARMANDO LOPEZ BERNAL, 3112 S WALNUT GROVE AVE, ROSEMEAD, CA 91770. This Business is conducted by: AN INDIVIDUAL. Signed: ARMANDO LOPEZ BERNAL/OWNER. This statement was filed with the County Clerk of Los Angeles County on 09/30/2024. The registrant(s) has (have) commenced to transact business under the fictitious business name or names listed above on N/A. NOTICE- This Fictitious Name Statement expires five years from the date it was filed in the office of the County Clerk. A new Fictitious Business Name Statement must be filed prior to that date. The filing of this statement does not of itself authorize the use in this state of a Fictitious Business Name in violation of the rights of another under federal, State, or common law (See section 14411 et seq. Business and Professions Code)Publish: Mountain Views News/JDC Dates Pub: OCT 05, 12, 19, 26, 2024 (10, 1446, 271, 1606)
legal-notice: FICTITIOUS BUSINESS NAME STATEMENT File No. 2024E006500 The following person(s) is (are) doing business as: WIMBLEDON AND CO, 1111 NORTH CLARK STREET #2, WEST HOLLYWOOD, CA 90069. LOS ANGELES COUNTY. Full name of registrant(s) is (are) MICHAEL SHILLER, 1111 NORTH CLARK STREET #2, WEST HOLLYWOOD, CA 90069. This Business is conducted by: AN INDIVIDUAL. Signed: MICHAEL SHILLER, OWNER. Publish: ES Mountain Views News Dates Pub: SEPT 21, 28, Oct. 5, 12, 2024 (824, 158, 1085, 238)
legal-notice: FICTITIOUS BUSINESS NAME STATEMENT File No. 2024E007800 The following person(s) is (are) doing business as: VIDA SYSTEMS, 205 W VERDUGO AVE UNIT 203 BURBANK, CA 91502. Full name of registrant(s) is (are) WAHAN ELOYAN. This Business is conducted by: A CORPORATION. Signed: SYSTEMS, INC. Publish: ES Mountain Views News Dates Pub: SEPT 21, 28, Oct. 5, 12, 2024 (824, 385, 1085, 446)
probate-paragraph: A HEARING on the petition will be held on Oct. 24, 2024 at 8:30 AM in Dept. No. 11 located at 111 N. Hill St., Los Angeles, CA 90012. (1106, 809, 1364, 877)
legal-notice: FICTITIOUS BUSINESS NAME STATEMENT File No. 2024-201578 The following person(s) is (are) doing business as: EDE-TAIL LA MORE SPA, 1301 STANDARD AVE, GLENDALE, CA 91201. Full name of registrant(s) is (are) EDEN RODRIGUEZ, 1301 S. SAN GABRIEL BLVD, SAN MARINO, CA 91108. This Business is conducted by: AN INDIVIDUAL. Signed: EDEN RODRIGUEZ/OWNER. Publish: Mountain Views News/JDC Dates Pub: SEP 28, OCT 05, 12, 19, 2024 (281, 1182, 543, 1252)
